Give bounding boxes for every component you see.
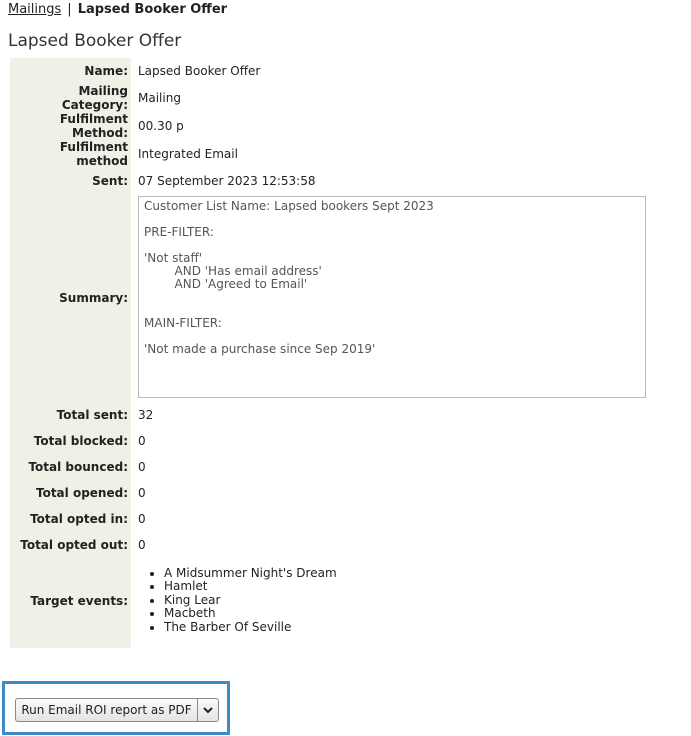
total-opted-in-label: Total opted in:	[10, 506, 131, 532]
list-item: • A Midsummer Night's Dream	[164, 567, 646, 581]
fulfilment-cost-value: 00.30 p	[138, 119, 184, 133]
fulfilment-cost-label: Fulfilment Method:	[10, 112, 131, 140]
target-events-label: Target events:	[10, 558, 131, 643]
chevron-down-icon	[203, 707, 213, 714]
total-bounced-label: Total bounced:	[10, 454, 131, 480]
report-split-button	[15, 698, 219, 722]
run-email-roi-report-button[interactable]: Run Email ROI report as PDF	[16, 699, 198, 721]
detail-row-total-opened	[10, 480, 646, 506]
total-opted-out-value: 0	[138, 538, 146, 552]
name-label: Name:	[10, 58, 131, 84]
total-opened-value: 0	[138, 486, 146, 500]
fulfilment-method-label: Fulfilment method	[10, 140, 131, 168]
value-column-spacer	[131, 643, 646, 648]
name-value: Lapsed Booker Offer	[138, 64, 261, 78]
detail-row-fulfilment-cost	[10, 112, 646, 140]
list-item: • The Barber Of Seville	[164, 621, 646, 635]
report-action-highlight	[2, 681, 230, 735]
detail-row-total-opted-in	[10, 506, 646, 532]
total-blocked-value: 0	[138, 434, 146, 448]
sent-value: 07 September 2023 12:53:58	[138, 174, 316, 188]
breadcrumb-mailings-link[interactable]: Mailings	[8, 2, 62, 17]
detail-row-total-sent	[10, 402, 646, 428]
list-item: • Macbeth	[164, 607, 646, 621]
total-bounced-value: 0	[138, 460, 146, 474]
total-opted-in-value: 0	[138, 512, 146, 526]
detail-row-total-blocked	[10, 428, 646, 454]
total-sent-label: Total sent:	[10, 402, 131, 428]
summary-textbox[interactable]: Customer List Name: Lapsed bookers Sept 2023 PRE-FILTER: 'Not staff' AND 'Has email address' AND 'Agreed to Email' MAIN-FILTER: 'Not made a purchase since Sep 2019'	[138, 196, 646, 398]
report-options-dropdown-button[interactable]	[198, 699, 218, 721]
detail-row-sent	[10, 168, 646, 194]
summary-cell	[131, 194, 646, 402]
mailing-category-label: Mailing Category:	[10, 84, 131, 112]
list-item: • Hamlet	[164, 580, 646, 594]
detail-row-fulfilment-method	[10, 140, 646, 168]
breadcrumb-separator: |	[67, 2, 72, 17]
total-opened-label: Total opened:	[10, 480, 131, 506]
breadcrumb-current: Lapsed Booker Offer	[77, 2, 228, 17]
mailing-details-table	[10, 58, 646, 648]
target-events-list	[138, 567, 646, 635]
label-column-spacer	[10, 643, 131, 648]
summary-label: Summary:	[10, 194, 131, 402]
detail-row-mailing-category	[10, 84, 646, 112]
total-opted-out-label: Total opted out:	[10, 532, 131, 558]
total-blocked-label: Total blocked:	[10, 428, 131, 454]
detail-row-total-bounced	[10, 454, 646, 480]
fulfilment-method-value: Integrated Email	[138, 147, 238, 161]
detail-row-name	[10, 58, 646, 84]
detail-row-total-opted-out	[10, 532, 646, 558]
page-title: Lapsed Booker Offer	[8, 31, 182, 51]
list-item: • King Lear	[164, 594, 646, 608]
target-events-cell	[131, 558, 646, 643]
detail-row-summary	[10, 194, 646, 402]
sent-label: Sent:	[10, 168, 131, 194]
detail-bottom-spacer	[10, 643, 646, 648]
total-sent-value: 32	[138, 408, 154, 422]
detail-row-target-events	[10, 558, 646, 643]
mailing-category-value: Mailing	[138, 91, 181, 105]
breadcrumb	[8, 2, 227, 18]
